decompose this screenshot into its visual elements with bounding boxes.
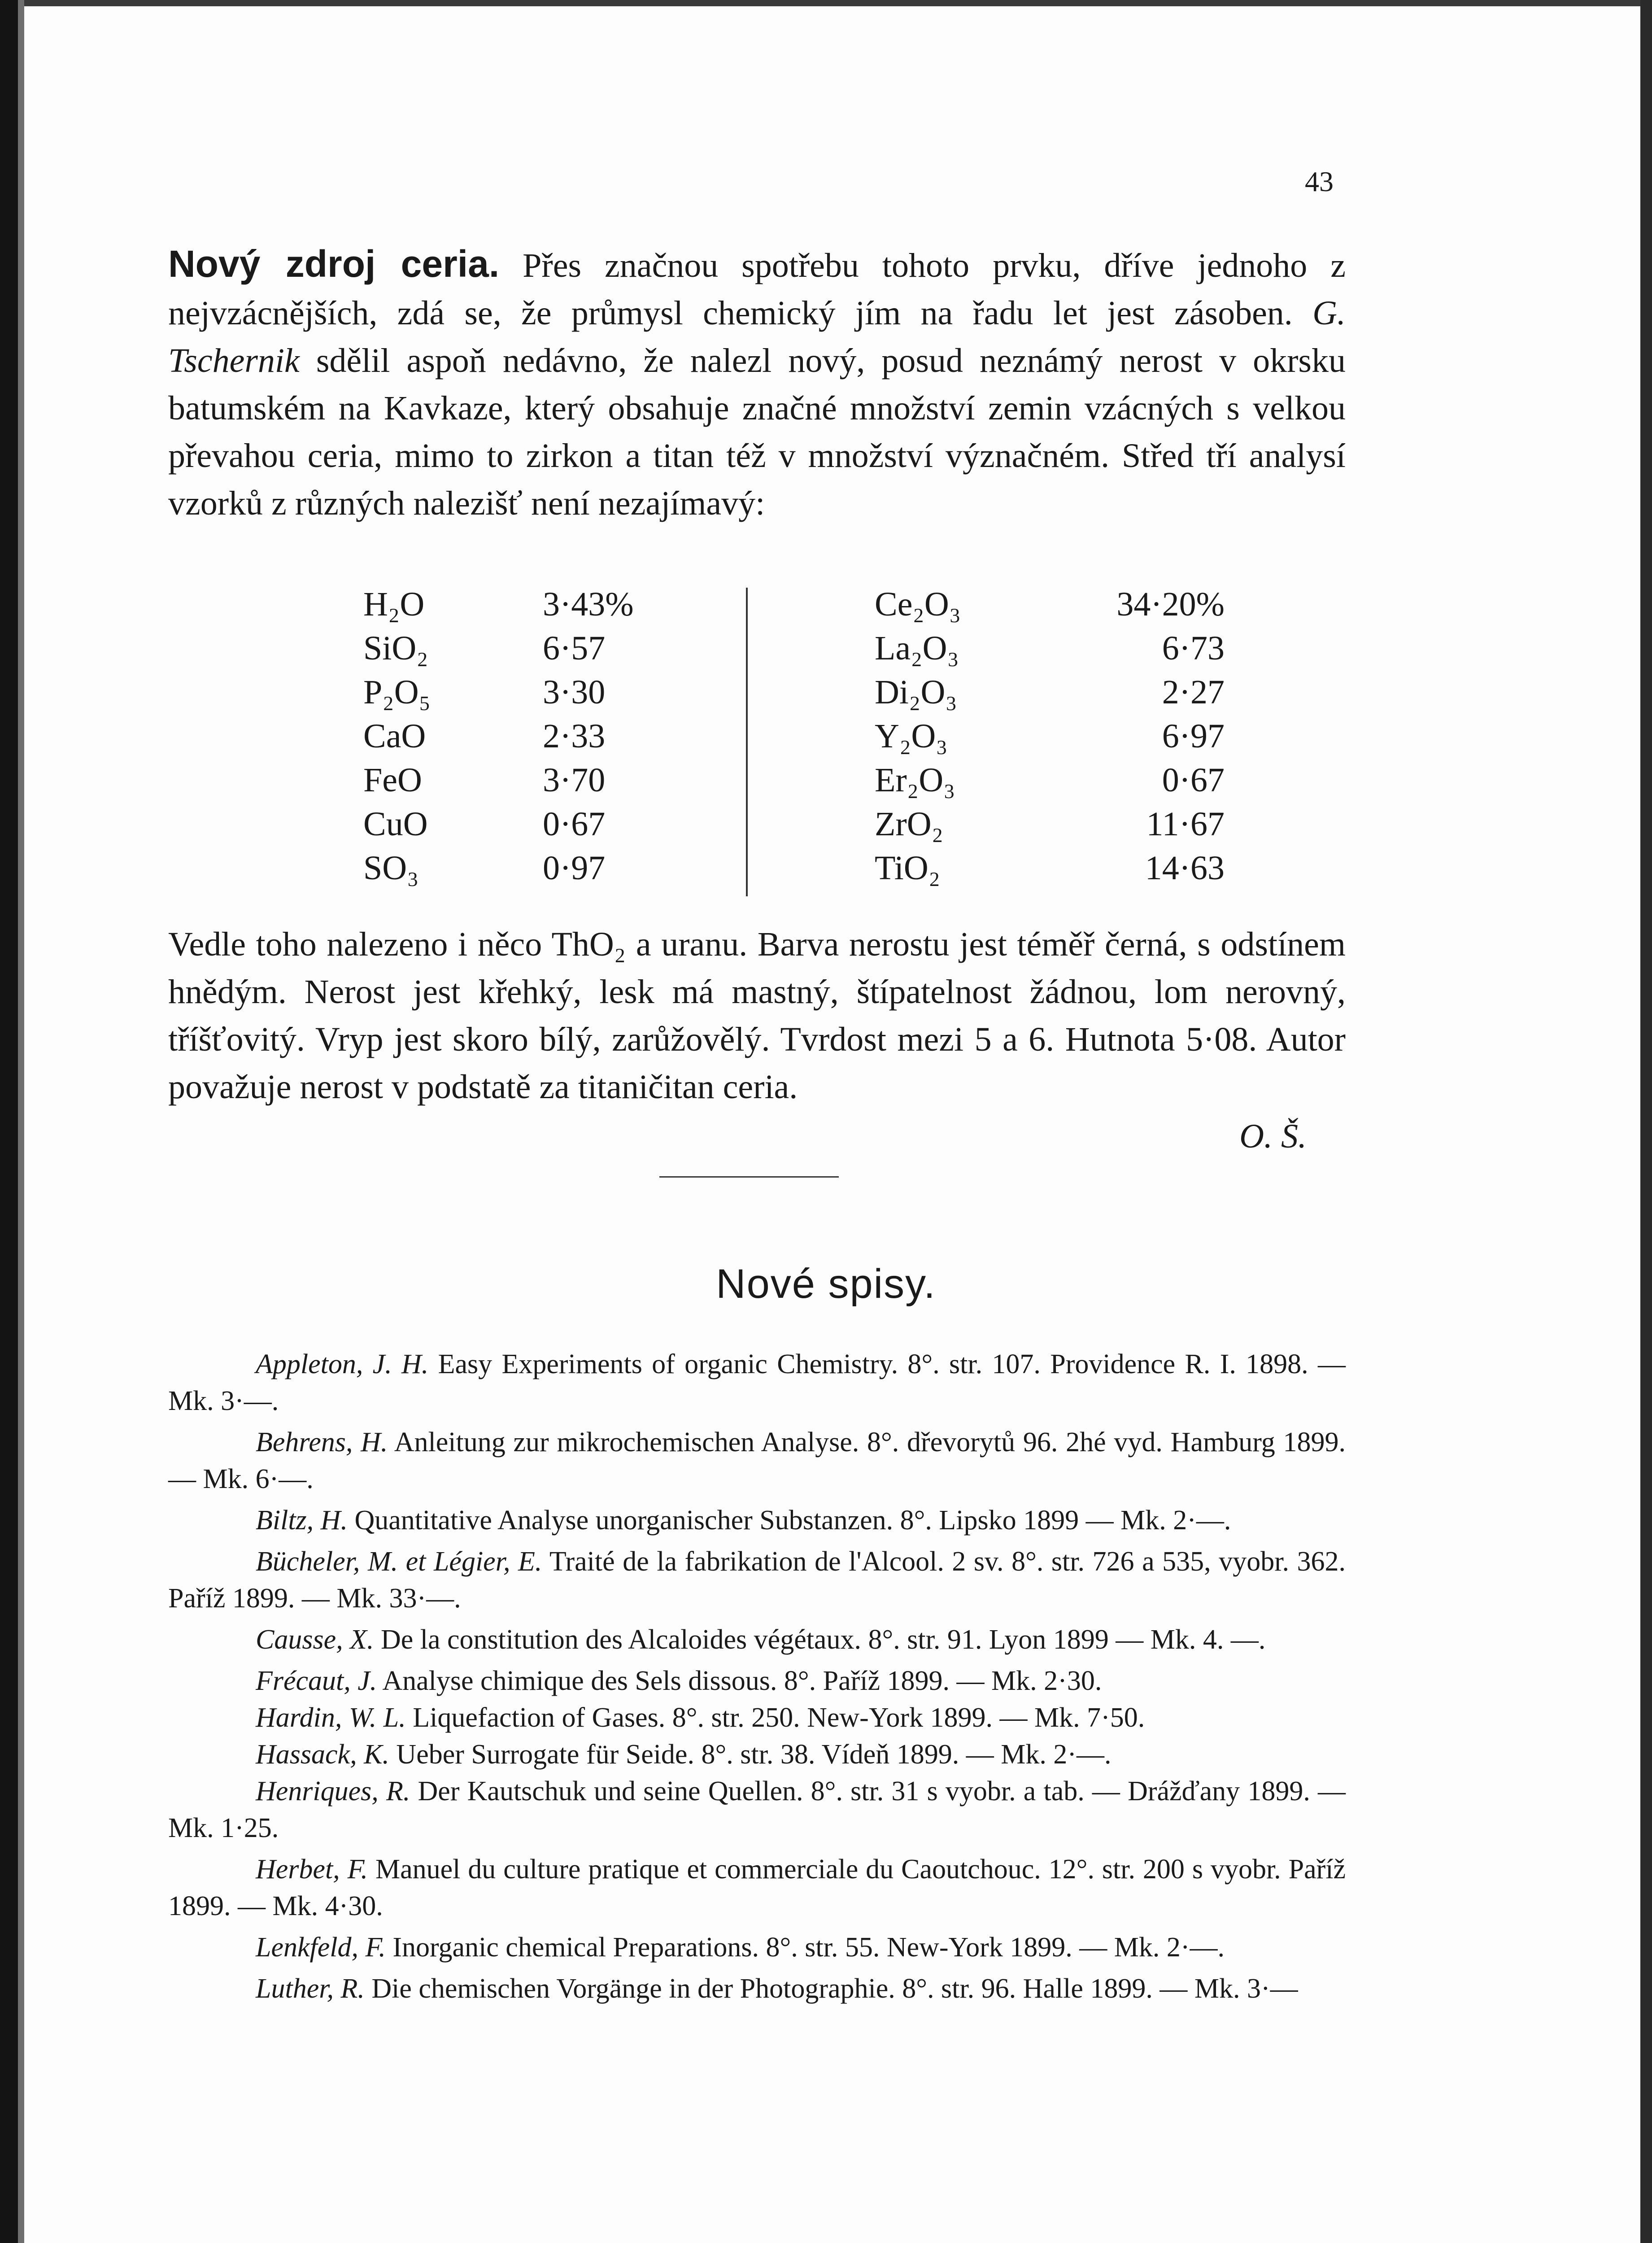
article-cited-author: G. Tschernik xyxy=(168,294,1346,380)
value: 0·67 xyxy=(1162,761,1225,799)
table-row xyxy=(875,582,1547,626)
formula: La₂O₃ xyxy=(875,629,959,667)
book-author: Lenkfeld, F. xyxy=(256,1932,386,1963)
list-item xyxy=(168,1663,1346,1699)
section-heading: Nové spisy. xyxy=(716,1261,936,1307)
book-details: Ueber Surrogate für Seide. 8°. str. 38. Vídeň 1899. — Mk. 2·—. xyxy=(396,1739,1112,1770)
book-author: Causse, X. xyxy=(256,1624,374,1655)
book-details: Traité de la fabrikation de l'Alcool. 2 sv. 8°. str. 726 a 535, vyobr. 362. Paříž 1899. — Mk. 33·—. xyxy=(168,1546,1346,1614)
value: 3·70 xyxy=(543,761,606,799)
table-divider xyxy=(746,588,748,896)
list-item xyxy=(168,1970,1346,2007)
book-details: Manuel du culture pratique et commerciale du Caoutchouc. 12°. str. 200 s vyobr. Paříž 1899. — Mk. 4·30. xyxy=(168,1854,1346,1921)
table-row xyxy=(875,626,1547,670)
book-details: Analyse chimique des Sels dissous. 8°. Paříž 1899. — Mk. 2·30. xyxy=(382,1666,1102,1696)
table-row xyxy=(875,802,1547,846)
table-row xyxy=(875,758,1547,802)
list-item xyxy=(168,1621,1346,1658)
value: 6·57 xyxy=(543,629,606,667)
formula: Er₂O₃ xyxy=(875,761,955,799)
list-item xyxy=(168,1773,1346,1846)
book-details: Inorganic chemical Preparations. 8°. str. 55. New-York 1899. — Mk. 2·—. xyxy=(392,1932,1225,1963)
formula: SiO₂ xyxy=(363,629,428,667)
table-row xyxy=(875,846,1547,890)
table-row xyxy=(875,714,1547,758)
formula: TiO₂ xyxy=(875,849,941,887)
value: 3·30 xyxy=(543,673,606,711)
value: 3·43% xyxy=(543,585,634,623)
book-details: Quantitative Analyse unorganischer Substanzen. 8°. Lipsko 1899 — Mk. 2·—. xyxy=(354,1505,1231,1536)
bibliography-list xyxy=(168,1346,1346,2012)
formula: Ce₂O₃ xyxy=(875,585,961,623)
composition-table-right xyxy=(875,582,1547,890)
article-paragraph-2: Vedle toho nalezeno i něco ThO₂ a uranu. Barva nerostu jest téměř černá, s odstínem hnědým. Nerost jest křehký, lesk má mastný, štípatelnost žádnou, lom nerovný, tříšťovitý. Vryp jest skoro bílý, zarůžovělý. Tvrdost mezi 5 a 6. Hutnota 5·08. Autor považuje nerost v podstatě za titaničitan ceria. xyxy=(168,925,1346,1106)
book-details: Die chemischen Vorgänge in der Photographie. 8°. str. 96. Halle 1899. — Mk. 3·— xyxy=(371,1973,1298,2004)
value: 11·67 xyxy=(1146,805,1225,843)
section-divider xyxy=(659,1176,839,1178)
article-text-a: Přes značnou spotřebu tohoto prvku, dříve jednoho z nejvzácnějších, zdá se, že průmysl chemický jím na řadu let jest zásoben. xyxy=(168,247,1346,332)
book-author: Behrens, H. xyxy=(256,1427,388,1458)
list-item xyxy=(168,1699,1346,1736)
article-title: Nový zdroj ceria. xyxy=(168,243,500,285)
formula: H₂O xyxy=(363,585,425,623)
scan-edge-right xyxy=(1640,0,1652,2243)
book-author: Appleton, J. H. xyxy=(256,1349,429,1379)
value: 2·33 xyxy=(543,717,606,755)
value: 6·97 xyxy=(1162,717,1225,755)
value: 0·67 xyxy=(543,805,606,843)
list-item xyxy=(168,1424,1346,1497)
book-author: Frécaut, J. xyxy=(256,1666,377,1696)
formula: CuO xyxy=(363,805,428,843)
value: 6·73 xyxy=(1162,629,1225,667)
book-details: Der Kautschuk und seine Quellen. 8°. str. 31 s vyobr. a tab. — Drážďany 1899. — Mk. 1·25. xyxy=(168,1776,1346,1843)
scan-edge-top xyxy=(0,0,1652,6)
formula: SO₃ xyxy=(363,849,419,887)
scan-edge-left-shadow xyxy=(18,0,24,2243)
list-item xyxy=(168,1736,1346,1773)
page-number: 43 xyxy=(1305,166,1334,197)
book-details: Easy Experiments of organic Chemistry. 8°. str. 107. Providence R. I. 1898. — Mk. 3·—. xyxy=(168,1349,1346,1416)
book-author: Henriques, R. xyxy=(256,1776,410,1807)
article-text-b: sdělil aspoň nedávno, že nalezl nový, posud neznámý nerost v okrsku batumském na Kavkaze, který obsahuje značné množství zemin vzácných s velkou převahou ceria, mimo to zirkon a titan též v množství význačném. Střed tří analysí vzorků z různých nalezišť není nezajímavý: xyxy=(168,342,1346,522)
scan-edge-left xyxy=(0,0,18,2243)
book-details: Liquefaction of Gases. 8°. str. 250. New-York 1899. — Mk. 7·50. xyxy=(413,1702,1145,1733)
book-details: De la constitution des Alcaloides végétaux. 8°. str. 91. Lyon 1899 — Mk. 4. —. xyxy=(381,1624,1266,1655)
value: 14·63 xyxy=(1145,849,1225,887)
list-item xyxy=(168,1543,1346,1617)
book-author: Hardin, W. L. xyxy=(256,1702,406,1733)
article-paragraph-1 xyxy=(168,240,1346,527)
article-signature: O. Š. xyxy=(1239,1117,1307,1155)
formula: Y₂O₃ xyxy=(875,717,948,755)
formula: P₂O₅ xyxy=(363,673,431,711)
value: 0·97 xyxy=(543,849,606,887)
formula: Di₂O₃ xyxy=(875,673,957,711)
book-author: Bücheler, M. et Légier, E. xyxy=(256,1546,542,1577)
book-details: Anleitung zur mikrochemischen Analyse. 8°. dřevorytů 96. 2hé vyd. Hamburg 1899. — Mk. 6·—. xyxy=(168,1427,1346,1494)
formula: FeO xyxy=(363,761,422,799)
list-item xyxy=(168,1929,1346,1966)
value: 34·20% xyxy=(1116,585,1225,623)
list-item xyxy=(168,1346,1346,1419)
book-author: Luther, R. xyxy=(256,1973,365,2004)
formula: ZrO₂ xyxy=(875,805,944,843)
list-item xyxy=(168,1851,1346,1924)
list-item xyxy=(168,1502,1346,1539)
book-author: Hassack, K. xyxy=(256,1739,389,1770)
book-author: Biltz, H. xyxy=(256,1505,348,1536)
formula: CaO xyxy=(363,717,426,755)
book-author: Herbet, F. xyxy=(256,1854,368,1885)
table-row xyxy=(875,670,1547,714)
value: 2·27 xyxy=(1162,673,1225,711)
